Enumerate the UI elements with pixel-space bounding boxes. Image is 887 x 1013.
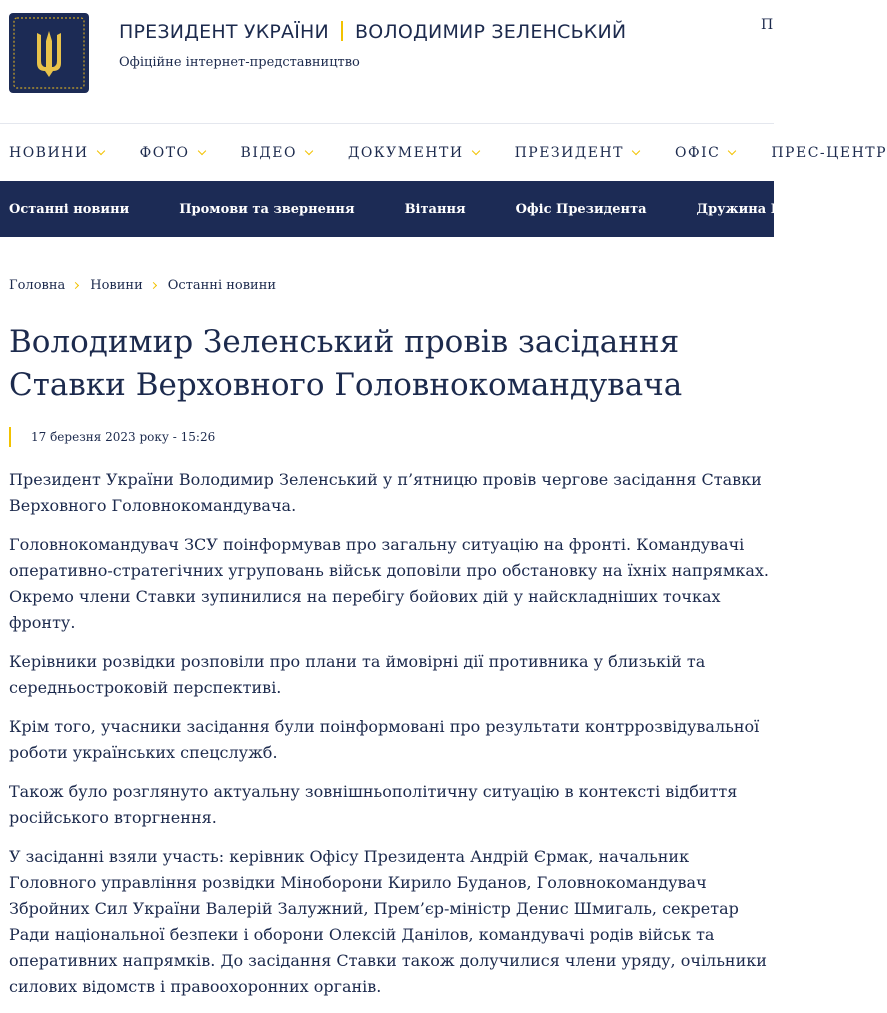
nav-item-documents[interactable] xyxy=(348,145,479,161)
nav-item-label: ФОТО xyxy=(139,144,190,161)
nav-item-label: ВІДЕО xyxy=(240,144,297,161)
article-paragraph: Також було розглянуто актуальну зовнішньополітичну ситуацію в контексті відбиття російського вторгнення. xyxy=(9,782,738,827)
nav-item-news[interactable] xyxy=(9,145,104,161)
chevron-down-icon xyxy=(471,146,479,154)
article-paragraph: Крім того, учасники засідання були поінформовані про результати контррозвідувальної роботи українських спецслужб. xyxy=(9,717,760,762)
chevron-down-icon xyxy=(632,146,640,154)
nav-item-label: ДОКУМЕНТИ xyxy=(347,144,464,161)
article-body xyxy=(9,467,774,1013)
article-paragraph: Керівники розвідки розповіли про плани та ймовірні дії противника у близькій та середньостроковій перспективі. xyxy=(9,652,706,697)
article-paragraph: У засіданні взяли участь: керівник Офісу Президента Андрій Єрмак, начальник Головного управління розвідки Міноборони Кирило Буданов, Головнокомандувач Збройних Сил України Валерій Залужний, Прем’єр-міністр Денис Шмигаль, секретар Ради національної безпеки і оборони Олексій Данілов, командувачі родів військ та оперативних напрямків. До засідання Ставки також долучилися члени уряду, очільники силових відомств і правоохоронних органів. xyxy=(9,847,767,996)
nav-item-office[interactable] xyxy=(675,145,735,161)
sub-nav-greetings[interactable]: Вітання xyxy=(404,201,466,217)
site-title-name: ВОЛОДИМИР ЗЕЛЕНСЬКИЙ xyxy=(354,21,627,43)
nav-item-label: ПРЕЗИДЕНТ xyxy=(514,144,624,161)
nav-item-label: ОФІС xyxy=(675,144,721,161)
site-header xyxy=(0,0,774,123)
title-separator xyxy=(341,21,343,41)
site-title[interactable] xyxy=(119,21,626,43)
breadcrumb-home[interactable]: Головна xyxy=(9,278,66,293)
article-date: 17 березня 2023 року - 15:26 xyxy=(9,427,215,447)
site-subtitle: Офіційне інтернет-представництво xyxy=(119,55,360,70)
breadcrumb-current: Останні новини xyxy=(167,278,277,293)
chevron-right-icon xyxy=(72,282,79,289)
chevron-down-icon xyxy=(96,146,104,154)
language-switch[interactable]: П xyxy=(761,17,774,33)
nav-item-photo[interactable] xyxy=(140,145,205,161)
nav-item-label: НОВИНИ xyxy=(9,144,89,161)
main-nav xyxy=(0,123,887,181)
nav-item-video[interactable] xyxy=(241,145,312,161)
article-paragraph: Головнокомандувач ЗСУ поінформував про загальну ситуацію на фронті. Командувачі оперативно-стратегічних угруповань військ доповіли про обстановку на їхніх напрямках. Окремо члени Ставки зупинилися на перебігу бойових дій у найскладніших точках фронту. xyxy=(9,535,769,632)
nav-item-press-center[interactable] xyxy=(771,145,887,161)
nav-item-label: ПРЕС-ЦЕНТР xyxy=(771,144,887,161)
article-paragraph: Президент України Володимир Зеленський у п’ятницю провів чергове засідання Ставки Верховного Головнокомандувача. xyxy=(9,470,762,515)
breadcrumb-news[interactable]: Новини xyxy=(90,278,143,293)
trident-emblem-icon[interactable] xyxy=(9,13,89,93)
sub-nav-latest-news[interactable]: Останні новини xyxy=(9,201,130,217)
chevron-down-icon xyxy=(305,146,313,154)
site-title-president: ПРЕЗИДЕНТ УКРАЇНИ xyxy=(119,21,329,43)
sub-nav-first-lady[interactable]: Дружина Президента xyxy=(696,201,862,217)
chevron-down-icon xyxy=(728,146,736,154)
article-title: Володимир Зеленський провів засідання Ставки Верховного Головнокомандувача xyxy=(9,324,683,403)
sub-nav xyxy=(0,181,862,237)
breadcrumb xyxy=(9,278,276,293)
sub-nav-office[interactable]: Офіс Президента xyxy=(515,201,647,217)
chevron-right-icon xyxy=(150,282,157,289)
chevron-down-icon xyxy=(197,146,205,154)
nav-item-president[interactable] xyxy=(515,145,639,161)
sub-nav-speeches[interactable]: Промови та звернення xyxy=(179,201,355,217)
